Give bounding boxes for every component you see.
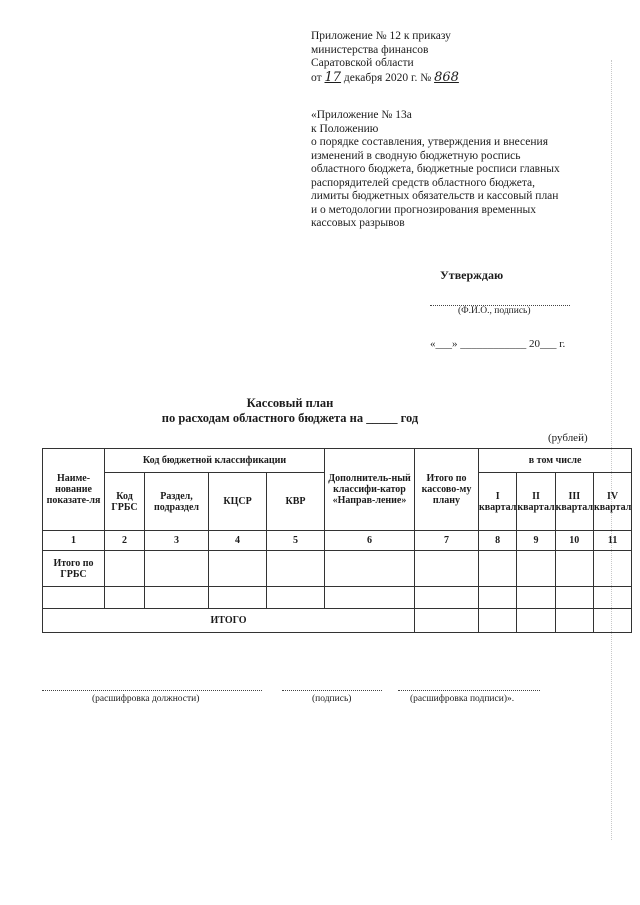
name-caption: (расшифровка подписи)». bbox=[410, 694, 515, 704]
name-signature-line bbox=[398, 690, 540, 691]
header-total: Итого по кассово-му плану bbox=[415, 449, 479, 531]
date-prefix: от bbox=[311, 71, 322, 84]
header-date-line bbox=[311, 71, 611, 86]
title-line-2: по расходам областного бюджета на _____ год bbox=[161, 411, 419, 425]
table-cell bbox=[267, 587, 325, 609]
signature-line bbox=[282, 690, 382, 691]
table-cell bbox=[555, 551, 593, 587]
table-cell bbox=[555, 609, 593, 633]
order-header bbox=[311, 30, 611, 85]
column-number: 10 bbox=[555, 531, 593, 551]
table-cell bbox=[479, 551, 517, 587]
row-label-total: ИТОГО bbox=[43, 609, 415, 633]
handwritten-number: 868 bbox=[434, 69, 459, 85]
column-number: 5 bbox=[267, 531, 325, 551]
cash-plan-table bbox=[42, 448, 632, 633]
header-including: в том числе bbox=[479, 449, 632, 473]
table-cell bbox=[145, 587, 209, 609]
column-number: 8 bbox=[479, 531, 517, 551]
table-cell bbox=[555, 587, 593, 609]
signature-caption: (подпись) bbox=[312, 694, 352, 704]
header-kvr: КВР bbox=[267, 473, 325, 531]
header-line-1: Приложение № 12 к приказу bbox=[311, 30, 451, 42]
appendix-line: к Положению bbox=[311, 122, 379, 135]
row-label-grbs: Итого по ГРБС bbox=[43, 551, 105, 587]
appendix-line: областного бюджета, бюджетные росписи главных bbox=[311, 163, 560, 175]
position-caption: (расшифровка должности) bbox=[92, 694, 200, 704]
table-cell bbox=[209, 587, 267, 609]
header-q2: II квартал bbox=[517, 473, 555, 531]
table-cell bbox=[593, 609, 631, 633]
table-cell bbox=[145, 551, 209, 587]
date-middle: декабря 2020 г. № bbox=[343, 71, 432, 84]
column-number: 9 bbox=[517, 531, 555, 551]
table-cell bbox=[517, 609, 555, 633]
appendix-line: распорядителей средств областного бюджета, bbox=[311, 176, 536, 189]
title-line-1: Кассовый план bbox=[246, 396, 334, 410]
approval-signature-caption: (Ф.И.О., подпись) bbox=[458, 306, 531, 316]
table-cell bbox=[517, 551, 555, 587]
header-kcsr: КЦСР bbox=[209, 473, 267, 531]
table-cell bbox=[415, 609, 479, 633]
approval-date-line: «___» ____________ 20___ г. bbox=[430, 338, 566, 350]
document-title bbox=[130, 396, 450, 426]
header-razdel: Раздел, подраздел bbox=[145, 473, 209, 531]
table-cell bbox=[593, 551, 631, 587]
appendix-line: о порядке составления, утверждения и внесения bbox=[311, 136, 549, 148]
table-cell bbox=[593, 587, 631, 609]
header-line-2: министерства финансов bbox=[311, 43, 429, 56]
table-cell bbox=[209, 551, 267, 587]
appendix-line: лимиты бюджетных обязательств и кассовый план bbox=[311, 190, 559, 202]
column-number: 6 bbox=[325, 531, 415, 551]
appendix-line: изменений в сводную бюджетную роспись bbox=[311, 149, 521, 162]
header-q4: IV квартал bbox=[593, 473, 631, 531]
appendix-line: и о методологии прогнозирования временных bbox=[311, 203, 536, 216]
column-number: 1 bbox=[43, 531, 105, 551]
column-number: 11 bbox=[593, 531, 631, 551]
header-q1: I квартал bbox=[479, 473, 517, 531]
appendix-line: «Приложение № 13а bbox=[311, 109, 412, 121]
column-number: 7 bbox=[415, 531, 479, 551]
header-classification: Код бюджетной классификации bbox=[105, 449, 325, 473]
column-number: 4 bbox=[209, 531, 267, 551]
table-cell bbox=[43, 587, 105, 609]
table-cell bbox=[325, 551, 415, 587]
position-signature-line bbox=[42, 690, 262, 691]
column-number: 3 bbox=[145, 531, 209, 551]
table-cell bbox=[479, 609, 517, 633]
approval-label: Утверждаю bbox=[440, 268, 504, 282]
handwritten-day: 17 bbox=[324, 69, 342, 85]
table-cell bbox=[105, 587, 145, 609]
appendix-line: кассовых разрывов bbox=[311, 217, 405, 229]
table-cell bbox=[415, 587, 479, 609]
header-q3: III квартал bbox=[555, 473, 593, 531]
table-cell bbox=[517, 587, 555, 609]
header-grbs: Код ГРБС bbox=[105, 473, 145, 531]
appendix-reference bbox=[311, 109, 611, 231]
units-label: (рублей) bbox=[548, 432, 588, 444]
header-extra-classifier: Дополнитель-ный классифи-катор «Направ-ление» bbox=[325, 449, 415, 531]
table-cell bbox=[267, 551, 325, 587]
table-cell bbox=[415, 551, 479, 587]
table-cell bbox=[479, 587, 517, 609]
column-number: 2 bbox=[105, 531, 145, 551]
header-name: Наиме-нование показате-ля bbox=[43, 449, 105, 531]
table-cell bbox=[105, 551, 145, 587]
header-line-3: Саратовской области bbox=[311, 57, 414, 69]
table-cell bbox=[325, 587, 415, 609]
